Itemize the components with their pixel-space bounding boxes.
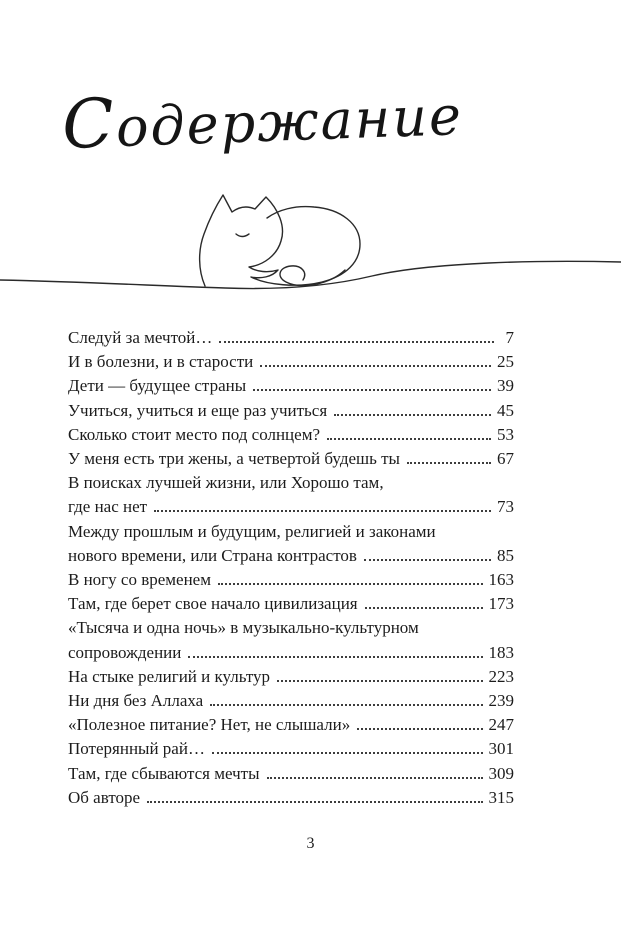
toc-entry-title: Дети — будущее страны <box>68 376 247 396</box>
toc-entry-page: 247 <box>488 715 514 735</box>
toc-entry-line <box>68 616 514 640</box>
toc-entry-last-line <box>68 374 514 398</box>
toc-entry-last-line <box>68 786 514 810</box>
toc-entry-line <box>68 520 514 544</box>
dot-leader <box>267 777 483 779</box>
toc-entry-page: 223 <box>488 666 514 686</box>
toc-entry-title: Между прошлым и будущим, религией и законами <box>68 521 436 541</box>
toc-entry-title: В ногу со временем <box>68 570 211 590</box>
toc-entry-title: Там, где берет свое начало цивилизация <box>68 594 358 614</box>
toc-entry <box>68 737 514 761</box>
toc-entry-last-line <box>68 495 514 519</box>
toc-entry-page: 309 <box>488 763 514 783</box>
toc-entry-page: 301 <box>488 739 514 759</box>
dot-leader <box>253 389 491 391</box>
toc-entry <box>68 520 514 568</box>
toc-entry-page: 53 <box>497 424 514 444</box>
toc-entry-page: 7 <box>505 328 514 347</box>
toc-entry-title: Следуй за мечтой… <box>68 328 213 347</box>
toc-entry <box>68 374 514 398</box>
toc-entry-last-line <box>68 762 514 786</box>
toc-entry-last-line <box>68 447 514 471</box>
cat-eye-line <box>236 234 249 237</box>
toc-entry-page: 239 <box>488 691 514 711</box>
dot-leader <box>212 752 483 754</box>
page-number: 3 <box>306 835 315 852</box>
toc-entry <box>68 762 514 786</box>
toc-entry-title: Об авторе <box>68 787 141 807</box>
toc-entry <box>68 665 514 689</box>
dot-leader <box>407 462 491 464</box>
toc-entry-page: 25 <box>497 352 514 372</box>
toc-entry-page: 39 <box>497 376 514 396</box>
toc-entry-page: 183 <box>488 642 514 662</box>
dot-leader <box>260 365 491 367</box>
toc-entry-title: В поисках лучшей жизни, или Хорошо там, <box>68 473 384 493</box>
toc-entry-title: где нас нет <box>68 497 148 517</box>
toc-entry <box>68 713 514 737</box>
sleeping-cat-line-art-icon <box>0 178 621 308</box>
toc-entry-last-line <box>68 326 514 350</box>
toc-entry <box>68 616 514 664</box>
toc-entry <box>68 326 514 350</box>
toc-entry-last-line <box>68 641 514 665</box>
toc-entry <box>68 471 514 519</box>
toc-entry-last-line <box>68 568 514 592</box>
toc-entry-last-line <box>68 350 514 374</box>
toc-entry-page: 85 <box>497 545 514 565</box>
toc-entry-title: Сколько стоит место под солнцем? <box>68 424 321 444</box>
toc-entry <box>68 423 514 447</box>
toc-entry-title: Там, где сбываются мечты <box>68 763 260 783</box>
dot-leader <box>364 559 491 561</box>
toc-entry-page: 315 <box>488 787 514 807</box>
toc-entry-title: И в болезни, и в старости <box>68 352 254 372</box>
page-title: Содержание <box>60 83 464 164</box>
toc-entry-page: 163 <box>488 570 514 590</box>
toc-entry-last-line <box>68 665 514 689</box>
toc-entry-last-line <box>68 737 514 761</box>
toc-entry-page: 45 <box>497 400 514 420</box>
toc-entry <box>68 447 514 471</box>
toc-entry <box>68 350 514 374</box>
toc-entry-title: Учиться, учиться и еще раз учиться <box>68 400 328 420</box>
toc-entry-title: У меня есть три жены, а четвертой будешь ты <box>68 449 400 469</box>
toc-entry-title: «Полезное питание? Нет, не слышали» <box>68 715 351 735</box>
dot-leader <box>188 656 482 658</box>
dot-leader <box>147 801 482 803</box>
sleeping-cat-illustration <box>0 178 621 308</box>
toc-entry-title: сопровождении <box>68 642 182 662</box>
toc-entry-last-line <box>68 423 514 447</box>
toc-entry-last-line <box>68 689 514 713</box>
dot-leader <box>218 583 483 585</box>
toc-entry-title: «Тысяча и одна ночь» в музыкально-культурном <box>68 618 419 638</box>
toc-entry-title: Ни дня без Аллаха <box>68 691 204 711</box>
toc-entry <box>68 786 514 810</box>
toc-entry-page: 73 <box>497 497 514 517</box>
toc-entry-last-line <box>68 592 514 616</box>
dot-leader <box>277 680 482 682</box>
toc-entry-last-line <box>68 399 514 423</box>
toc-entry <box>68 399 514 423</box>
toc-entry <box>68 689 514 713</box>
toc-entry-page: 67 <box>497 449 514 469</box>
dot-leader <box>365 607 483 609</box>
table-of-contents <box>68 326 514 810</box>
toc-entry-last-line <box>68 544 514 568</box>
toc-entry <box>68 568 514 592</box>
toc-entry-last-line <box>68 713 514 737</box>
dot-leader <box>327 438 491 440</box>
toc-entry-line <box>68 471 514 495</box>
dot-leader <box>334 414 491 416</box>
toc-entry-page: 173 <box>488 594 514 614</box>
toc-entry <box>68 592 514 616</box>
toc-entry-title: нового времени, или Страна контрастов <box>68 545 357 565</box>
dot-leader <box>219 341 494 343</box>
toc-entry-title: На стыке религий и культур <box>68 666 271 686</box>
dot-leader <box>210 704 482 706</box>
toc-entry-title: Потерянный рай… <box>68 739 205 759</box>
dot-leader <box>357 728 482 730</box>
dot-leader <box>154 510 491 512</box>
